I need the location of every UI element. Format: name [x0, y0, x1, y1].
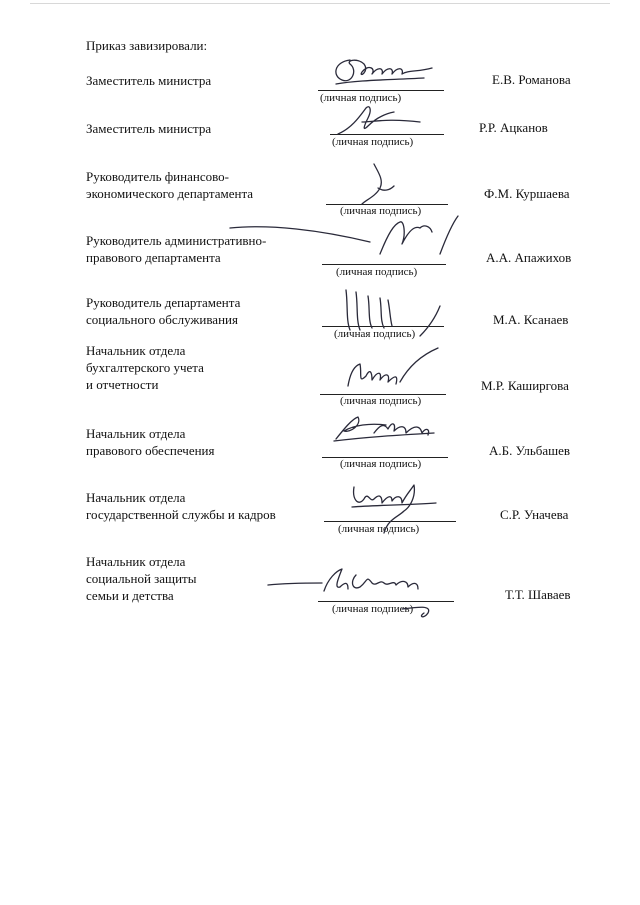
signature-stroke [268, 569, 429, 617]
signature-caption: (личная подпись) [338, 523, 420, 535]
handwritten-signature [338, 344, 458, 396]
signer-role-line: социальной защиты [86, 571, 197, 586]
handwritten-signature [268, 561, 468, 617]
handwritten-signature [340, 286, 450, 346]
signer-row [0, 489, 640, 559]
signature-stroke [352, 485, 436, 533]
signature-caption: (личная подпись) [332, 136, 414, 148]
signer-row [0, 553, 640, 623]
signer-row [0, 342, 640, 412]
signer-role-line: правового обеспечения [86, 443, 215, 458]
signer-role-line: правового департамента [86, 250, 221, 265]
page-heading: Приказ завизировали: [86, 38, 208, 53]
signer-role [86, 294, 240, 328]
signer-name: Е.В. Романова [492, 72, 571, 87]
signature-caption: (личная подпись) [336, 266, 418, 278]
signature-caption: (личная подпись) [340, 458, 422, 470]
signature-stroke [346, 290, 440, 336]
signer-role [86, 489, 276, 523]
signer-name: М.Р. Каширгова [481, 378, 569, 393]
signature-stroke [338, 107, 420, 134]
signer-name: С.Р. Уначева [500, 507, 569, 522]
handwritten-signature [230, 214, 470, 268]
signature-caption: (личная подпись) [340, 395, 422, 407]
signer-row [0, 425, 640, 495]
signer-role-line: государственной службы и кадров [86, 507, 276, 522]
handwritten-signature [348, 477, 448, 541]
signer-role [86, 425, 215, 459]
signer-row [0, 232, 640, 302]
signer-role [86, 120, 211, 137]
signature-caption: (личная подпись) [334, 328, 416, 340]
signature-stroke [230, 216, 458, 254]
signer-role-line: Начальник отдела [86, 343, 186, 358]
signer-name: Т.Т. Шаваев [505, 587, 571, 602]
signer-role-line: экономического департамента [86, 186, 254, 201]
signer-role-line: социального обслуживания [86, 312, 238, 327]
signature-stroke [348, 348, 438, 386]
signer-role [86, 168, 253, 202]
signer-role-line: бухгалтерского учета [86, 360, 204, 375]
signer-role [86, 342, 204, 393]
signature-caption: (личная подпись) [332, 603, 414, 615]
signer-name: А.Б. Ульбашев [489, 443, 571, 458]
signer-name: Ф.М. Куршаева [484, 186, 570, 201]
signature-line [318, 90, 444, 91]
signer-role [86, 553, 196, 604]
signer-name: М.А. Ксанаев [493, 312, 569, 327]
signature-stroke [336, 60, 432, 84]
signer-role-line: Руководитель финансово- [86, 169, 229, 184]
handwritten-signature [328, 54, 438, 88]
signer-role-line: Заместитель министра [86, 121, 212, 136]
signer-role [86, 72, 211, 89]
signature-stroke [362, 164, 394, 204]
signer-role-line: семьи и детства [86, 588, 174, 603]
signer-name: А.А. Апажихов [486, 250, 572, 265]
signer-role-line: Начальник отдела [86, 490, 186, 505]
signer-role-line: и отчетности [86, 377, 159, 392]
signer-role-line: Руководитель административно- [86, 233, 267, 248]
signer-role-line: Начальник отдела [86, 554, 186, 569]
signer-role-line: Заместитель министра [86, 73, 212, 88]
signature-caption: (личная подпись) [320, 92, 402, 104]
signature-caption: (личная подпись) [340, 205, 422, 217]
signer-role-line: Руководитель департамента [86, 295, 241, 310]
handwritten-signature [332, 104, 432, 138]
signer-name: Р.Р. Ацканов [479, 120, 548, 135]
scan-edge-line [30, 3, 610, 4]
signature-stroke [334, 417, 434, 441]
handwritten-signature [330, 411, 440, 449]
handwritten-signature [354, 162, 404, 208]
signer-role-line: Начальник отдела [86, 426, 186, 441]
